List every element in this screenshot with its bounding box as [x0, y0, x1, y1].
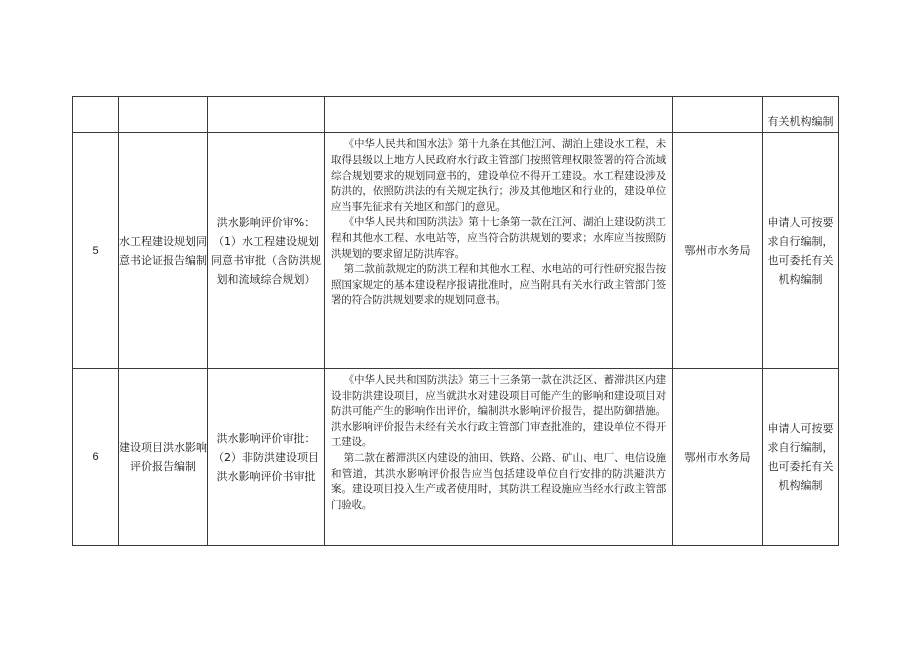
row-number: 5	[73, 133, 119, 369]
note: 有关机构编制	[763, 97, 839, 133]
legal-basis-paragraph: 第二款在蓄滞洪区内建设的油田、铁路、公路、矿山、电厂、电信设施和管道，其洪水影响评价报告应当包括建设单位自行安排的防洪避洪方案。建设项目投入生产或者使用时，其防洪工程设施应当经水行政主管部门验收。	[331, 451, 666, 511]
legal-basis-paragraph: 《中华人民共和国防洪法》第三十三条第一款在洪泛区、蓄滞洪区内建设非防洪建设项目，应当就洪水对建设项目可能产生的影响和建设项目对防洪可能产生的影响作出评价，编制洪水影响评价报告，提出防御措施。洪水影响评价报告未经有关水行政主管部门审查批准的，建设单位不得开工建设。	[331, 374, 666, 449]
department: 鄂州市水务局	[673, 133, 763, 369]
legal-basis-paragraph: 《中华人民共和国防洪法》第十七条第一款在江河、湖泊上建设防洪工程和其他水工程、水电站等，应当符合防洪规划的要求；水库应当按照防洪规划的要求留足防洪库容。	[331, 216, 666, 260]
department: 鄂州市水务局	[673, 369, 763, 546]
note: 申请人可按要求自行编制，也可委托有关机构编制	[763, 369, 839, 546]
note: 申请人可按要求自行编制，也可委托有关机构编制	[763, 133, 839, 369]
service-items-table	[72, 96, 839, 546]
service-name	[119, 97, 208, 133]
legal-basis	[325, 369, 673, 546]
approval-item: 洪水影响评价审%：（1）水工程建设规划同意书审批（含防洪规划和流域综合规划）	[208, 133, 325, 369]
legal-basis-paragraph: 第二款前款规定的防洪工程和其他水工程、水电站的可行性研究报告按照国家规定的基本建设程序报请批准时，应当附具有关水行政主管部门签署的符合防洪规划要求的规划同意书。	[331, 263, 666, 307]
service-name: 建设项目洪水影响评价报告编制	[119, 369, 208, 546]
table-row	[73, 369, 839, 546]
table-row	[73, 97, 839, 133]
table-row	[73, 133, 839, 369]
legal-basis-paragraph: 《中华人民共和国水法》第十九条在其他江河、湖泊上建设水工程，未取得县级以上地方人民政府水行政主管部门按照管理权限签署的符合流域综合规划要求的规划同意书的，建设单位不得开工建设。水工程建设涉及防洪的，依照防洪法的有关规定执行；涉及其他地区和行业的，建设单位应当事先征求有关地区和部门的意见。	[331, 138, 666, 213]
department	[673, 97, 763, 133]
legal-basis	[325, 133, 673, 369]
legal-basis	[325, 97, 673, 133]
row-number: 6	[73, 369, 119, 546]
row-number	[73, 97, 119, 133]
approval-item	[208, 97, 325, 133]
service-name: 水工程建设规划同意书论证报告编制	[119, 133, 208, 369]
approval-item: 洪水影响评价审批：（2）非防洪建设项目洪水影响评价书审批	[208, 369, 325, 546]
